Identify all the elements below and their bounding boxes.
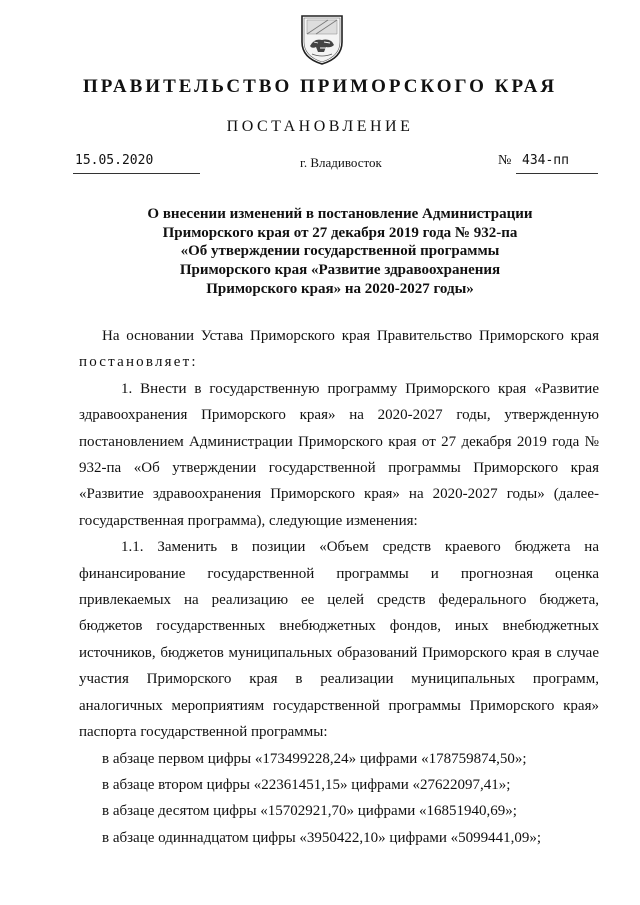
subject-line: О внесении изменений в постановление Администрации — [147, 206, 533, 222]
list-item: в абзаце одиннадцатом цифры «3950422,10» цифрами «5099441,09»; — [102, 829, 542, 846]
paragraph-1: 1. Внести в государственную программу Приморского края «Развитие здравоохранения Приморского края» на 2020-2027 годы, утвержденную постановлением Администрации Приморского края от 27 декабря 2019 года № 932-па «Об утверждении государственной программы Приморского края «Развитие здравоохранения Приморского края» на 2020-2027 годы» (далее-государственная программа), следующие изменения: — [79, 380, 599, 529]
document-body — [79, 323, 599, 851]
list-item: в абзаце первом цифры «173499228,24» цифрами «178759874,50»; — [102, 750, 527, 767]
subject-line: Приморского края «Развитие здравоохранения — [179, 262, 501, 279]
coat-of-arms-emblem — [298, 12, 346, 66]
decree-word: постановляет: — [79, 354, 198, 371]
number-field — [516, 153, 598, 174]
number-label: № — [498, 153, 512, 168]
intro-text: На основании Устава Приморского края Правительство Приморского края — [102, 328, 599, 344]
city: г. Владивосток — [300, 155, 382, 170]
document-date: 15.05.2020 — [75, 153, 154, 168]
document-type: ПОСТАНОВЛЕНИЕ — [226, 118, 414, 135]
date-field — [73, 153, 200, 174]
government-title: ПРАВИТЕЛЬСТВО ПРИМОРСКОГО КРАЯ — [82, 76, 558, 97]
intro-paragraph — [79, 323, 599, 376]
document-number: 434-пп — [522, 153, 569, 168]
subject-line: Приморского края от 27 декабря 2019 года № 932-па — [162, 224, 518, 241]
subject-line: «Об утверждении государственной программы — [180, 243, 500, 260]
list-item: в абзаце десятом цифры «15702921,70» цифрами «16851940,69»; — [102, 803, 517, 820]
list-item: в абзаце втором цифры «22361451,15» цифрами «27622097,41»; — [102, 776, 511, 793]
paragraph-1-1: 1.1. Заменить в позиции «Объем средств краевого бюджета на финансирование государственной программы и прогнозная оценка привлекаемых на реализацию ее целей средств федерального бюджета, бюджетов государственных внебюджетных фондов, иных внебюджетных источников, бюджетов муниципальных образований Приморского края в случае участия Приморского края в реализации муниципальных программ, аналогичных мероприятиям государственной программы Приморского края» паспорта государственной программы: — [79, 539, 599, 741]
document-subject — [80, 205, 600, 299]
subject-line: Приморского края» на 2020-2027 годы» — [206, 280, 474, 297]
